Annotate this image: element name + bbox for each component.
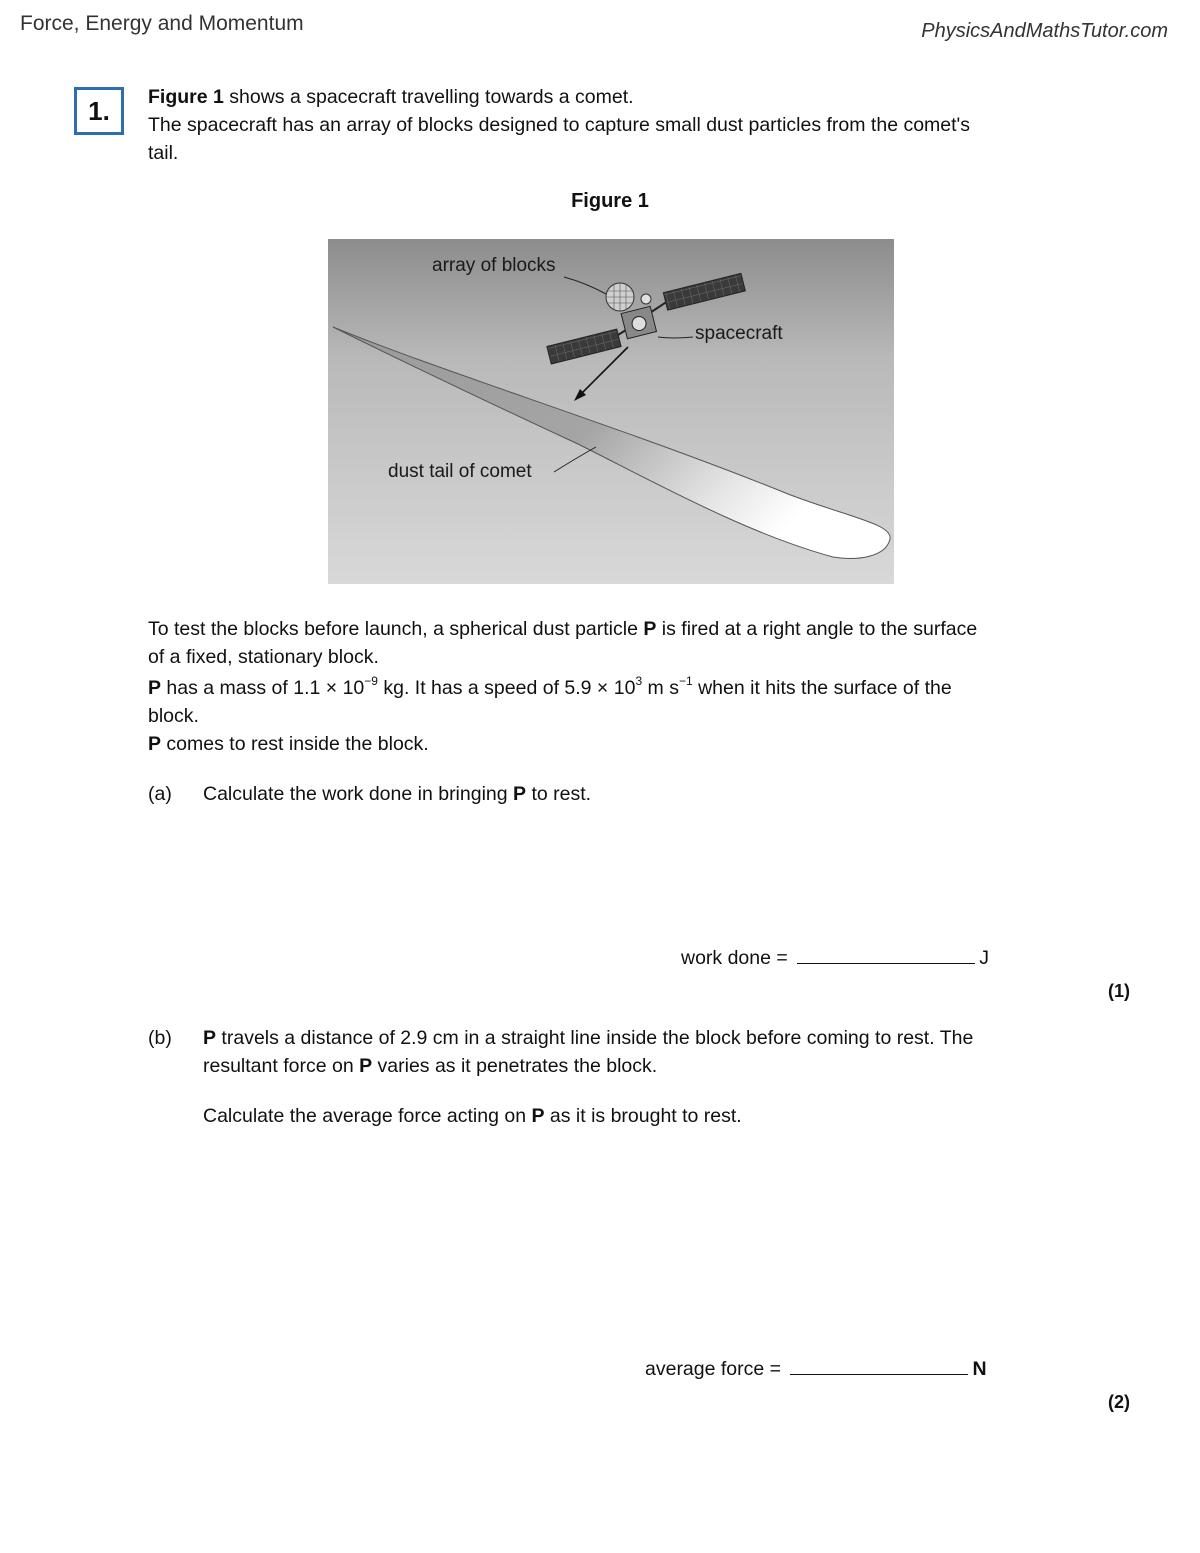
part-b-marks: (2) [1108, 1392, 1130, 1412]
intro-line1: shows a spacecraft travelling towards a comet. [223, 86, 634, 108]
speed-unit: m s [642, 677, 679, 699]
mass-text: has a mass of 1.1 × 10 [161, 677, 365, 699]
average-force-label: average force = [645, 1358, 787, 1380]
body-line5: comes to rest inside the block. [161, 733, 429, 755]
symbol-p: P [643, 618, 657, 640]
part-a-question [203, 780, 591, 808]
question-intro [148, 83, 1068, 167]
work-done-answer-field[interactable] [797, 945, 975, 964]
body-line1a: To test the blocks before launch, a spherical dust particle [148, 618, 644, 640]
test-description [148, 615, 1078, 758]
question-number: 1. [74, 87, 124, 135]
figure-ref: Figure 1 [148, 86, 224, 108]
average-force-unit: N [972, 1358, 987, 1380]
average-force-answer-line [645, 1355, 987, 1383]
symbol-p: P [203, 1027, 217, 1049]
body-line1b: is fired at a right angle to the surface [656, 618, 978, 640]
speed-text: kg. It has a speed of 5.9 × 10 [377, 677, 636, 699]
part-a-text-end: to rest. [526, 783, 592, 805]
work-done-label: work done = [681, 947, 794, 969]
part-b-line2b: varies as it penetrates the block. [372, 1055, 658, 1077]
part-b-line3a: Calculate the average force acting on [203, 1105, 532, 1127]
part-a-label: (a) [148, 783, 172, 805]
page-topic: Force, Energy and Momentum [20, 12, 304, 35]
label-dust-tail: dust tail of comet [388, 461, 532, 482]
symbol-p: P [513, 783, 527, 805]
part-b-question [203, 1024, 1083, 1130]
intro-line2: The spacecraft has an array of blocks designed to capture small dust particles from the comet's [148, 114, 971, 136]
part-b-line2a: resultant force on [203, 1055, 360, 1077]
part-a-text: Calculate the work done in bringing [203, 783, 514, 805]
speed-exponent: 3 [635, 674, 643, 688]
label-array-of-blocks: array of blocks [432, 255, 556, 276]
symbol-p: P [359, 1055, 373, 1077]
part-b-label: (b) [148, 1027, 172, 1049]
mass-exponent: −9 [364, 674, 378, 688]
figure-caption: Figure 1 [571, 190, 649, 212]
work-done-answer-line [681, 944, 989, 972]
part-b-line1: travels a distance of 2.9 cm in a straight line inside the block before coming to rest. The [216, 1027, 974, 1049]
intro-line3: tail. [148, 142, 179, 164]
site-name: PhysicsAndMathsTutor.com [921, 20, 1168, 42]
symbol-p: P [148, 677, 162, 699]
body-line4: block. [148, 705, 199, 727]
label-spacecraft: spacecraft [695, 323, 783, 344]
average-force-answer-field[interactable] [790, 1356, 968, 1375]
body-line2: of a fixed, stationary block. [148, 646, 379, 668]
body-line3-end: when it hits the surface of the [692, 677, 952, 699]
unit-exponent: −1 [678, 674, 693, 688]
symbol-p: P [148, 733, 162, 755]
symbol-p: P [531, 1105, 545, 1127]
figure-illustration [328, 239, 894, 584]
work-done-unit: J [979, 947, 989, 969]
part-b-line3b: as it is brought to rest. [544, 1105, 742, 1127]
figure-spacecraft-comet [328, 239, 894, 584]
part-a-marks: (1) [1108, 981, 1130, 1001]
